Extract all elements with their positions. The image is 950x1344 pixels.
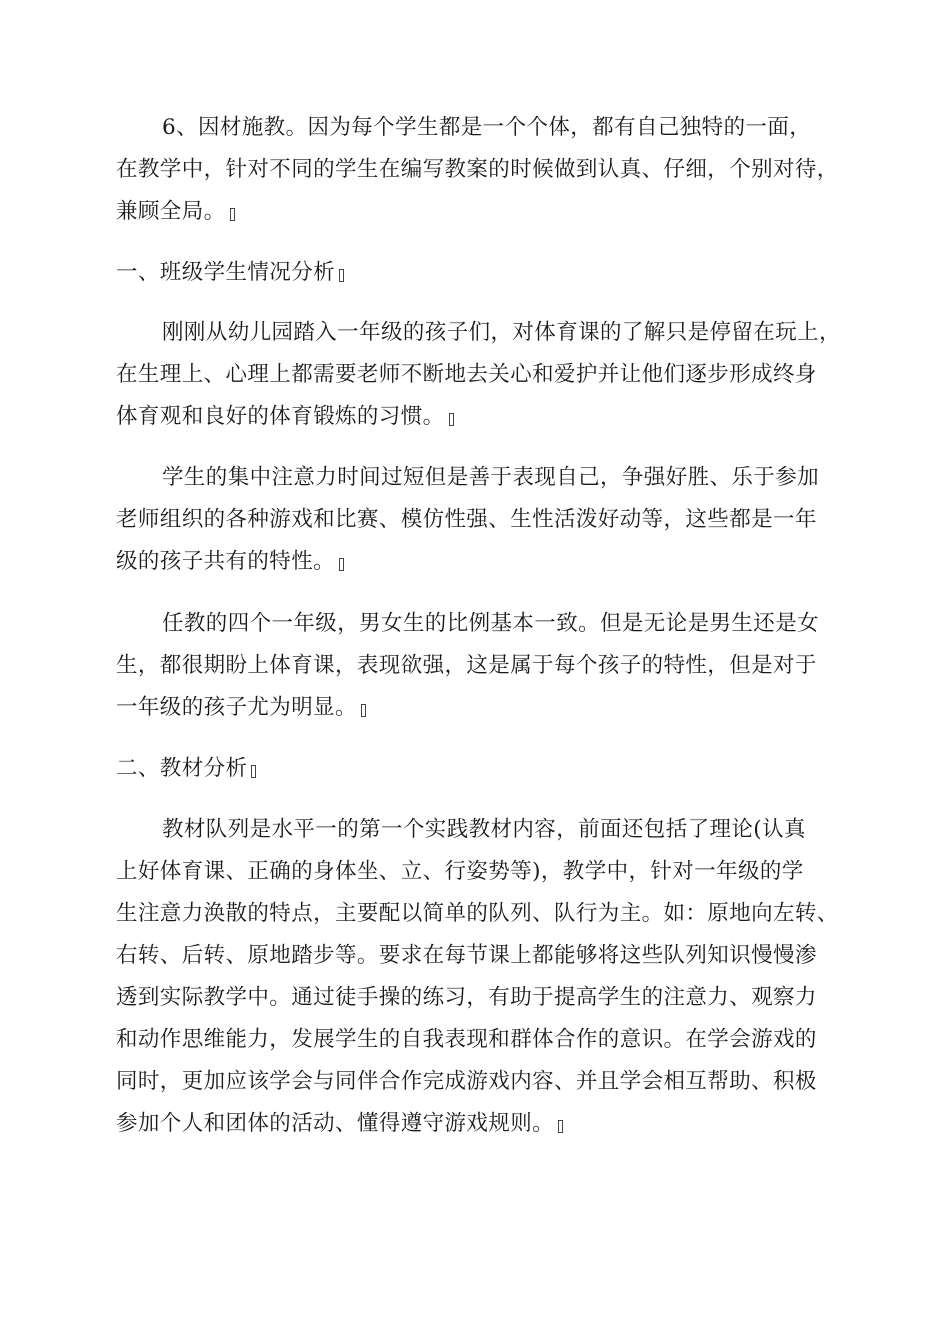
- paragraph-mark-icon: [361, 704, 366, 717]
- paragraph-5-line-8: 参加个人和团体的活动、懂得遵守游戏规则。: [116, 1109, 563, 1139]
- paragraph-5-line-7: 同时，更加应该学会与同伴合作完成游戏内容、并且学会相互帮助、积极: [116, 1069, 817, 1094]
- paragraph-5-line-2: 上好体育课、正确的身体坐、立、行姿势等)，教学中，针对一年级的学: [116, 859, 804, 884]
- paragraph-mark-icon: [251, 765, 256, 778]
- paragraph-5-line-5: 透到实际教学中。通过徒手操的练习，有助于提高学生的注意力、观察力: [116, 985, 817, 1010]
- paragraph-4-line-3: 一年级的孩子尤为明显。: [116, 693, 366, 723]
- paragraph-4-line-2: 生，都很期盼上体育课，表现欲强，这是属于每个孩子的特性，但是对于: [116, 653, 817, 678]
- paragraph-5-line-1: 教材队列是水平一的第一个实践教材内容，前面还包括了理论(认真: [162, 817, 806, 842]
- document-page: [116, 0, 846, 1344]
- paragraph-1-line-1: 6、因材施教。因为每个学生都是一个个体，都有自己独特的一面，: [162, 115, 812, 140]
- section-heading-1: 一、班级学生情况分析: [116, 258, 344, 288]
- paragraph-mark-icon: [339, 269, 344, 282]
- paragraph-5-line-6: 和动作思维能力，发展学生的自我表现和群体合作的意识。在学会游戏的: [116, 1027, 817, 1052]
- paragraph-4-line-1: 任教的四个一年级，男女生的比例基本一致。但是无论是男生还是女: [162, 611, 820, 636]
- paragraph-mark-icon: [449, 413, 454, 426]
- paragraph-5-line-4: 右转、后转、原地踏步等。要求在每节课上都能够将这些队列知识慢慢渗: [116, 943, 817, 968]
- section-heading-2: 二、教材分析: [116, 754, 256, 784]
- paragraph-1-line-3: 兼顾全局。: [116, 197, 235, 227]
- paragraph-mark-icon: [558, 1120, 563, 1133]
- paragraph-2-line-2: 在生理上、心理上都需要老师不断地去关心和爱护并让他们逐步形成终身: [116, 362, 817, 387]
- paragraph-1-line-2: 在教学中，针对不同的学生在编写教案的时候做到认真、仔细，个别对待，: [116, 157, 839, 182]
- paragraph-3-line-2: 老师组织的各种游戏和比赛、模仿性强、生性活泼好动等，这些都是一年: [116, 507, 817, 532]
- paragraph-5-line-3: 生注意力涣散的特点，主要配以简单的队列、队行为主。如：原地向左转、: [116, 901, 839, 926]
- paragraph-mark-icon: [339, 558, 344, 571]
- paragraph-2-line-3: 体育观和良好的体育锻炼的习惯。: [116, 402, 454, 432]
- paragraph-3-line-1: 学生的集中注意力时间过短但是善于表现自己，争强好胜、乐于参加: [162, 465, 820, 490]
- paragraph-2-line-1: 刚刚从幼儿园踏入一年级的孩子们，对体育课的了解只是停留在玩上，: [162, 320, 841, 345]
- paragraph-3-line-3: 级的孩子共有的特性。: [116, 547, 344, 577]
- paragraph-mark-icon: [230, 208, 235, 221]
